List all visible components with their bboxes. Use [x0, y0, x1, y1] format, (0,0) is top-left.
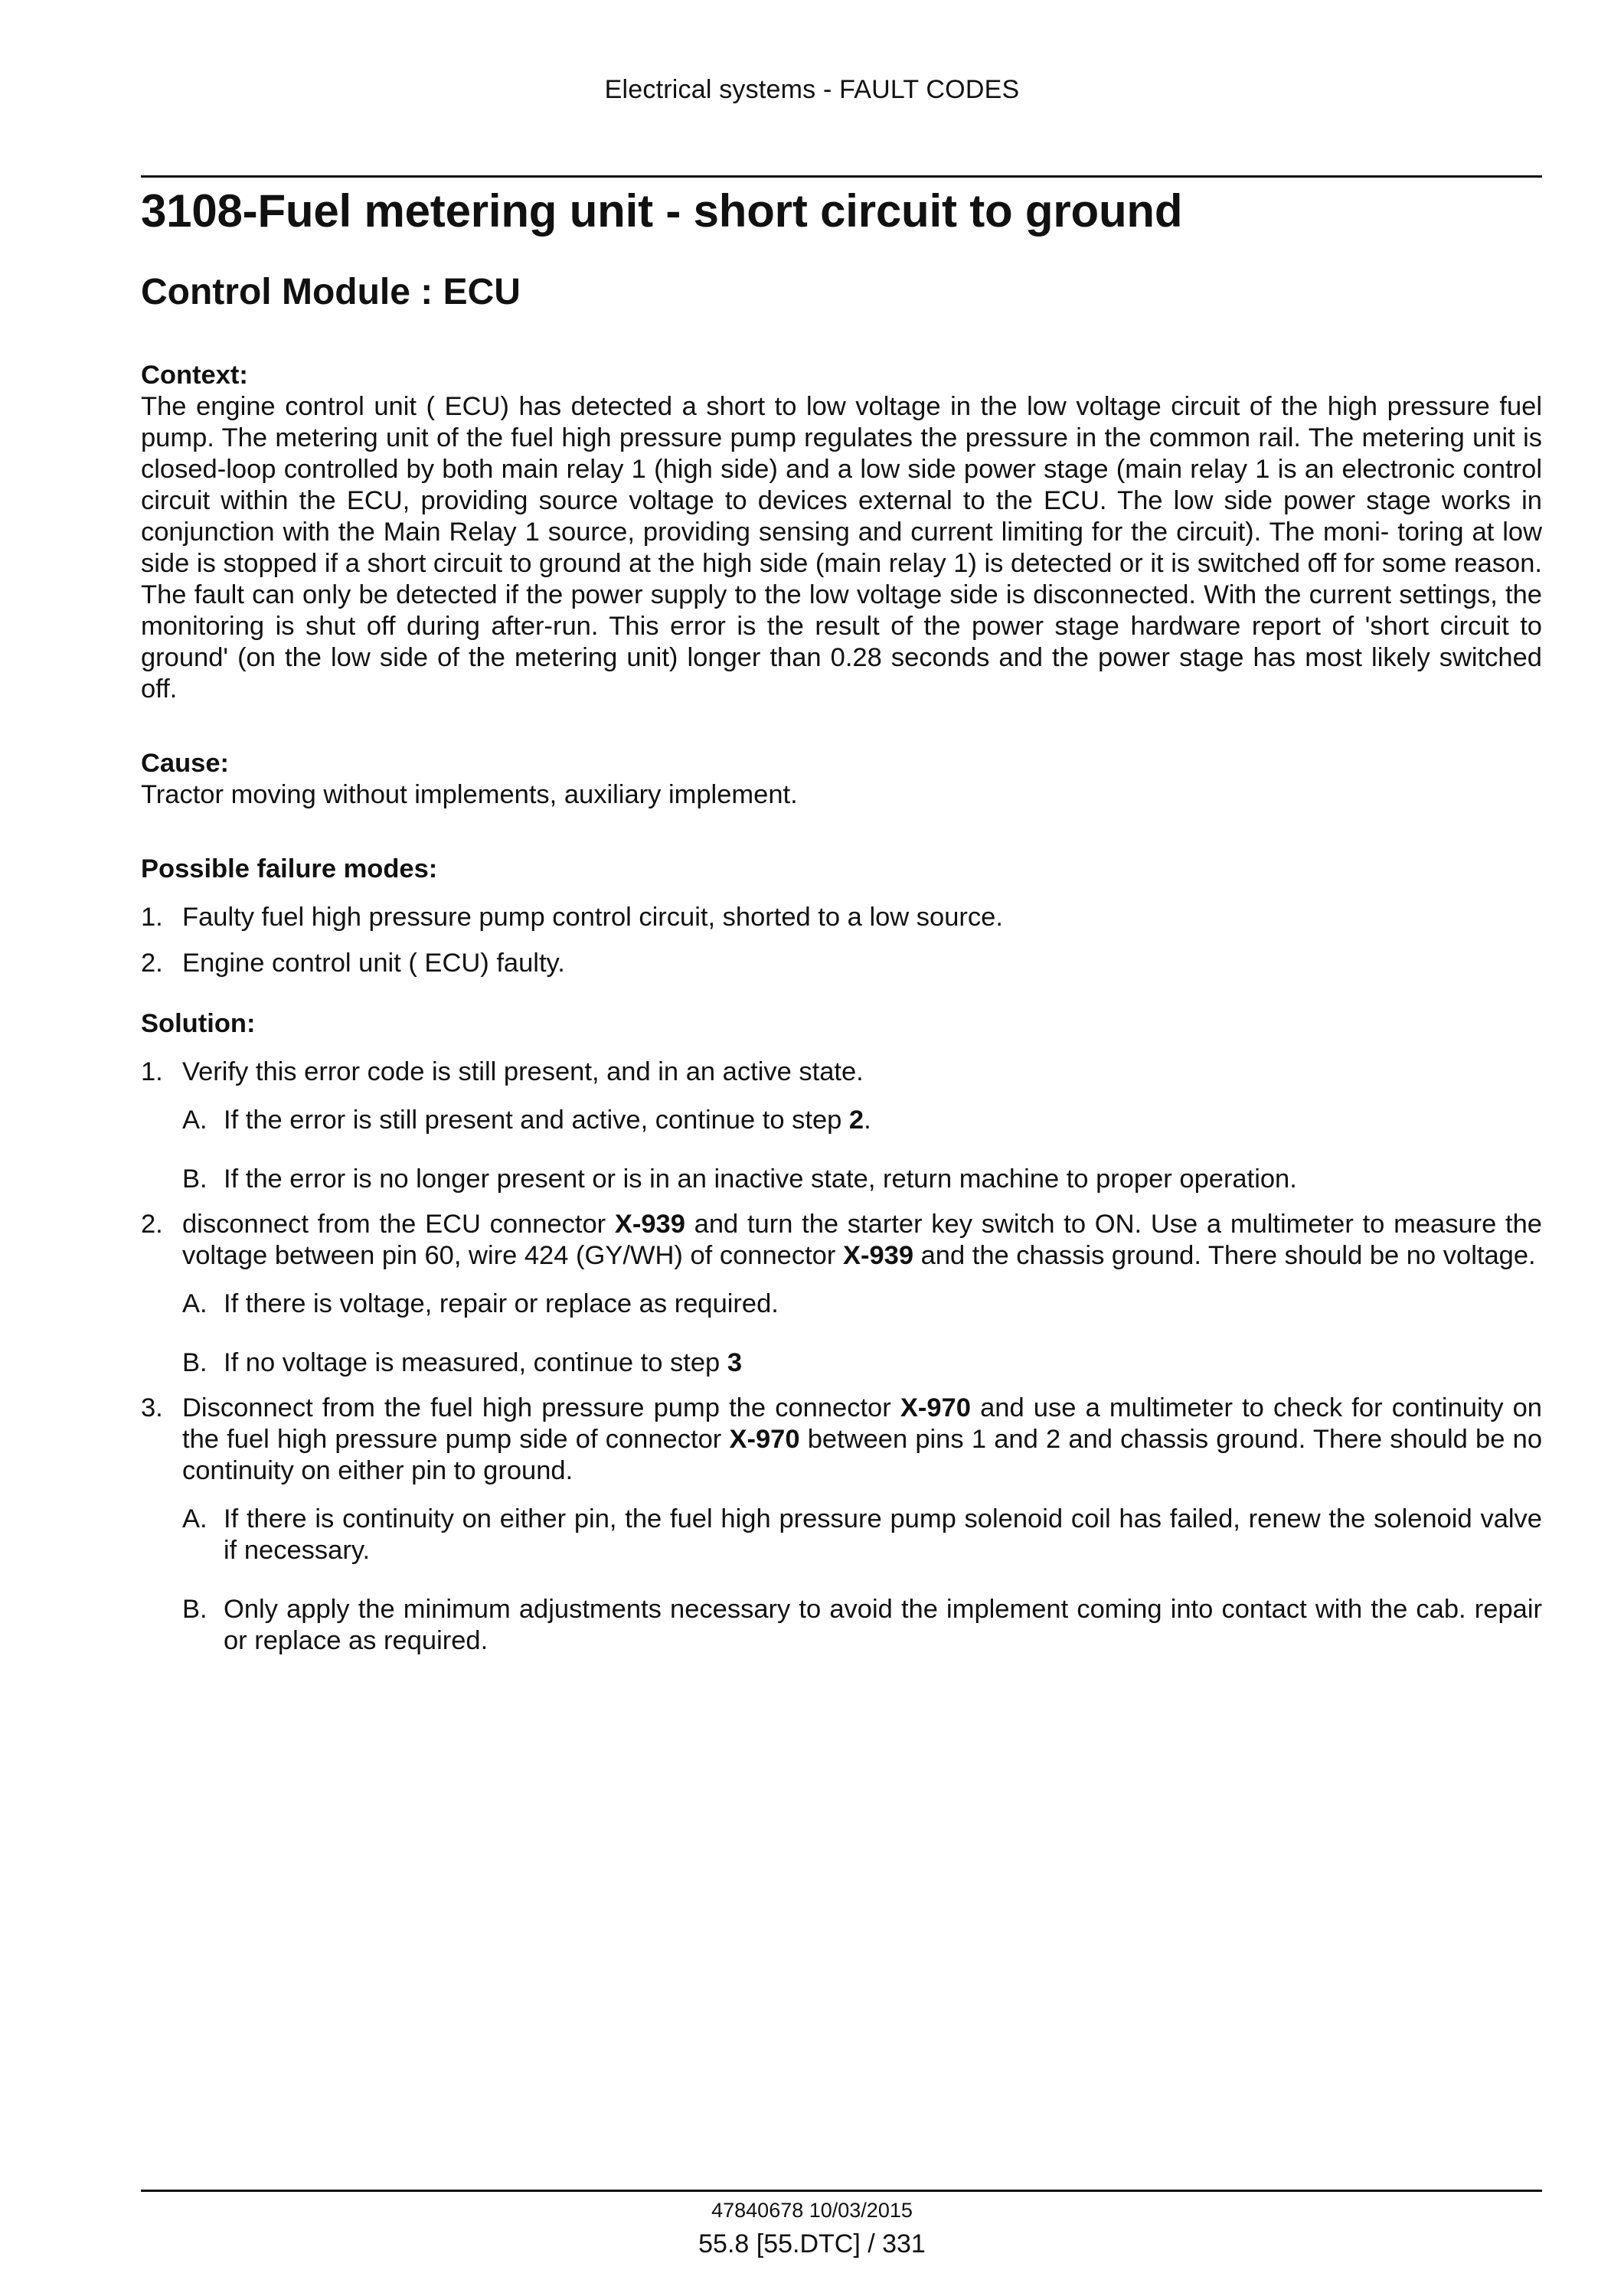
step-text — [182, 1393, 1542, 1487]
solution-steps — [141, 1057, 1542, 1657]
page-content — [141, 176, 1542, 1671]
substep-b — [182, 1347, 1542, 1379]
substep-letter: B. — [182, 1595, 207, 1624]
step-number: 1. — [141, 1057, 163, 1086]
footer-document-id: 47840678 10/03/2015 — [711, 2199, 913, 2222]
connector-code: X-970 — [729, 1425, 800, 1454]
substep-text — [224, 1347, 1542, 1379]
list-number: 1. — [141, 903, 163, 932]
step-text-part: and use a multimeter to check for continuity on the fuel high pressure pump side of connector — [182, 1393, 1542, 1454]
substep-a — [182, 1105, 1542, 1136]
substep-text: If there is continuity on either pin, the fuel high pressure pump solenoid coil has failed, renew the solenoid valve if necessary. — [224, 1504, 1542, 1565]
substep-b — [182, 1594, 1542, 1657]
solution-step-1 — [141, 1057, 1542, 1195]
substep-letter: A. — [182, 1106, 207, 1135]
failure-modes-list — [141, 902, 1542, 979]
step-text-part: disconnect from the ECU connector — [182, 1210, 615, 1239]
context-paragraph: The engine control unit ( ECU) has detected a short to low voltage in the low voltage circuit of the high pressure fuel pump. The metering unit of the fuel high pressure pump regulates the pressure in the common rail. The metering unit is closed-loop controlled by both main relay 1 (high side) and a low side power stage (main relay 1 is an electronic control circuit within the ECU, providing source voltage to devices external to the ECU. The low side power stage works in conjunction with the Main Relay 1 source, providing sensing and current limiting for the circuit). The moni- toring at low side is stopped if a short circuit to ground at the high side (main relay 1) is detected or it is switched off for some reason. The fault can only be detected if the power supply to the low voltage side is disconnected. With the current settings, the monitoring is shut off during after-run. This error is the result of the power stage hardware report of 'short circuit to ground' (on the low side of the metering unit) longer than 0.28 seconds and the power stage has most likely switched off. — [141, 392, 1542, 704]
step-text — [182, 1209, 1542, 1272]
connector-code: X-970 — [900, 1393, 971, 1422]
substep-text-tail: . — [864, 1106, 871, 1135]
page-title: 3108-Fuel metering unit - short circuit to ground — [141, 185, 1183, 237]
footer-divider — [141, 2190, 1542, 2192]
step-text-part: Disconnect from the fuel high pressure pump the connector — [182, 1393, 900, 1422]
failure-modes-label: Possible failure modes: — [141, 854, 438, 883]
control-module-heading: Control Module : ECU — [141, 272, 521, 312]
connector-code: X-939 — [614, 1210, 685, 1239]
solution-step-3 — [141, 1393, 1542, 1657]
context-text — [141, 391, 1542, 705]
list-number: 2. — [141, 949, 163, 978]
solution-label: Solution: — [141, 1009, 256, 1038]
substep-letter: B. — [182, 1164, 207, 1194]
substep-text: Only apply the minimum adjustments necessary to avoid the implement coming into contact with the cab. repair or replace as required. — [224, 1595, 1542, 1655]
step-reference: 3 — [727, 1348, 742, 1377]
substep-text-main: If the error is still present and active, continue to step — [224, 1106, 849, 1135]
substep-a — [182, 1288, 1542, 1320]
step-text-part: and turn the starter key switch to ON. Use a multimeter to measure the voltage between pin 60, wire 424 (GY/WH) of connector — [182, 1210, 1542, 1270]
substep-list — [182, 1504, 1542, 1657]
substep-text: If there is voltage, repair or replace as required. — [224, 1289, 779, 1318]
running-head: Electrical systems - FAULT CODES — [604, 75, 1020, 104]
substep-letter: B. — [182, 1348, 207, 1377]
step-body — [182, 1393, 1542, 1657]
list-item — [141, 948, 1542, 979]
substep-list — [182, 1105, 1542, 1195]
connector-code: X-939 — [842, 1241, 914, 1270]
substep-letter: A. — [182, 1504, 207, 1533]
cause-text: Tractor moving without implements, auxiliary implement. — [141, 780, 798, 809]
step-text-part: and the chassis ground. There should be no voltage. — [913, 1241, 1536, 1270]
step-number: 3. — [141, 1393, 163, 1422]
list-text: Engine control unit ( ECU) faulty. — [182, 949, 565, 978]
step-reference: 2 — [848, 1106, 864, 1135]
step-body — [182, 1209, 1542, 1379]
list-text: Faulty fuel high pressure pump control circuit, shorted to a low source. — [182, 903, 1003, 932]
substep-text — [224, 1105, 1542, 1136]
substep-a — [182, 1504, 1542, 1566]
list-item — [141, 902, 1542, 933]
substep-b — [182, 1164, 1542, 1195]
step-text-part: between pins 1 and 2 and chassis ground. There should be no continuity on either pin to ground. — [182, 1425, 1543, 1485]
solution-step-2 — [141, 1209, 1542, 1379]
substep-letter: A. — [182, 1289, 207, 1318]
substep-list — [182, 1288, 1542, 1379]
step-body — [182, 1057, 1542, 1195]
step-text: Verify this error code is still present, and in an active state. — [182, 1057, 864, 1086]
context-label: Context: — [141, 361, 248, 390]
cause-label: Cause: — [141, 749, 230, 778]
footer-page-number: 55.8 [55.DTC] / 331 — [698, 2229, 926, 2258]
substep-text: If the error is no longer present or is in an inactive state, return machine to proper operation. — [224, 1164, 1297, 1194]
step-number: 2. — [141, 1210, 163, 1239]
substep-text-main: If no voltage is measured, continue to step — [224, 1348, 727, 1377]
